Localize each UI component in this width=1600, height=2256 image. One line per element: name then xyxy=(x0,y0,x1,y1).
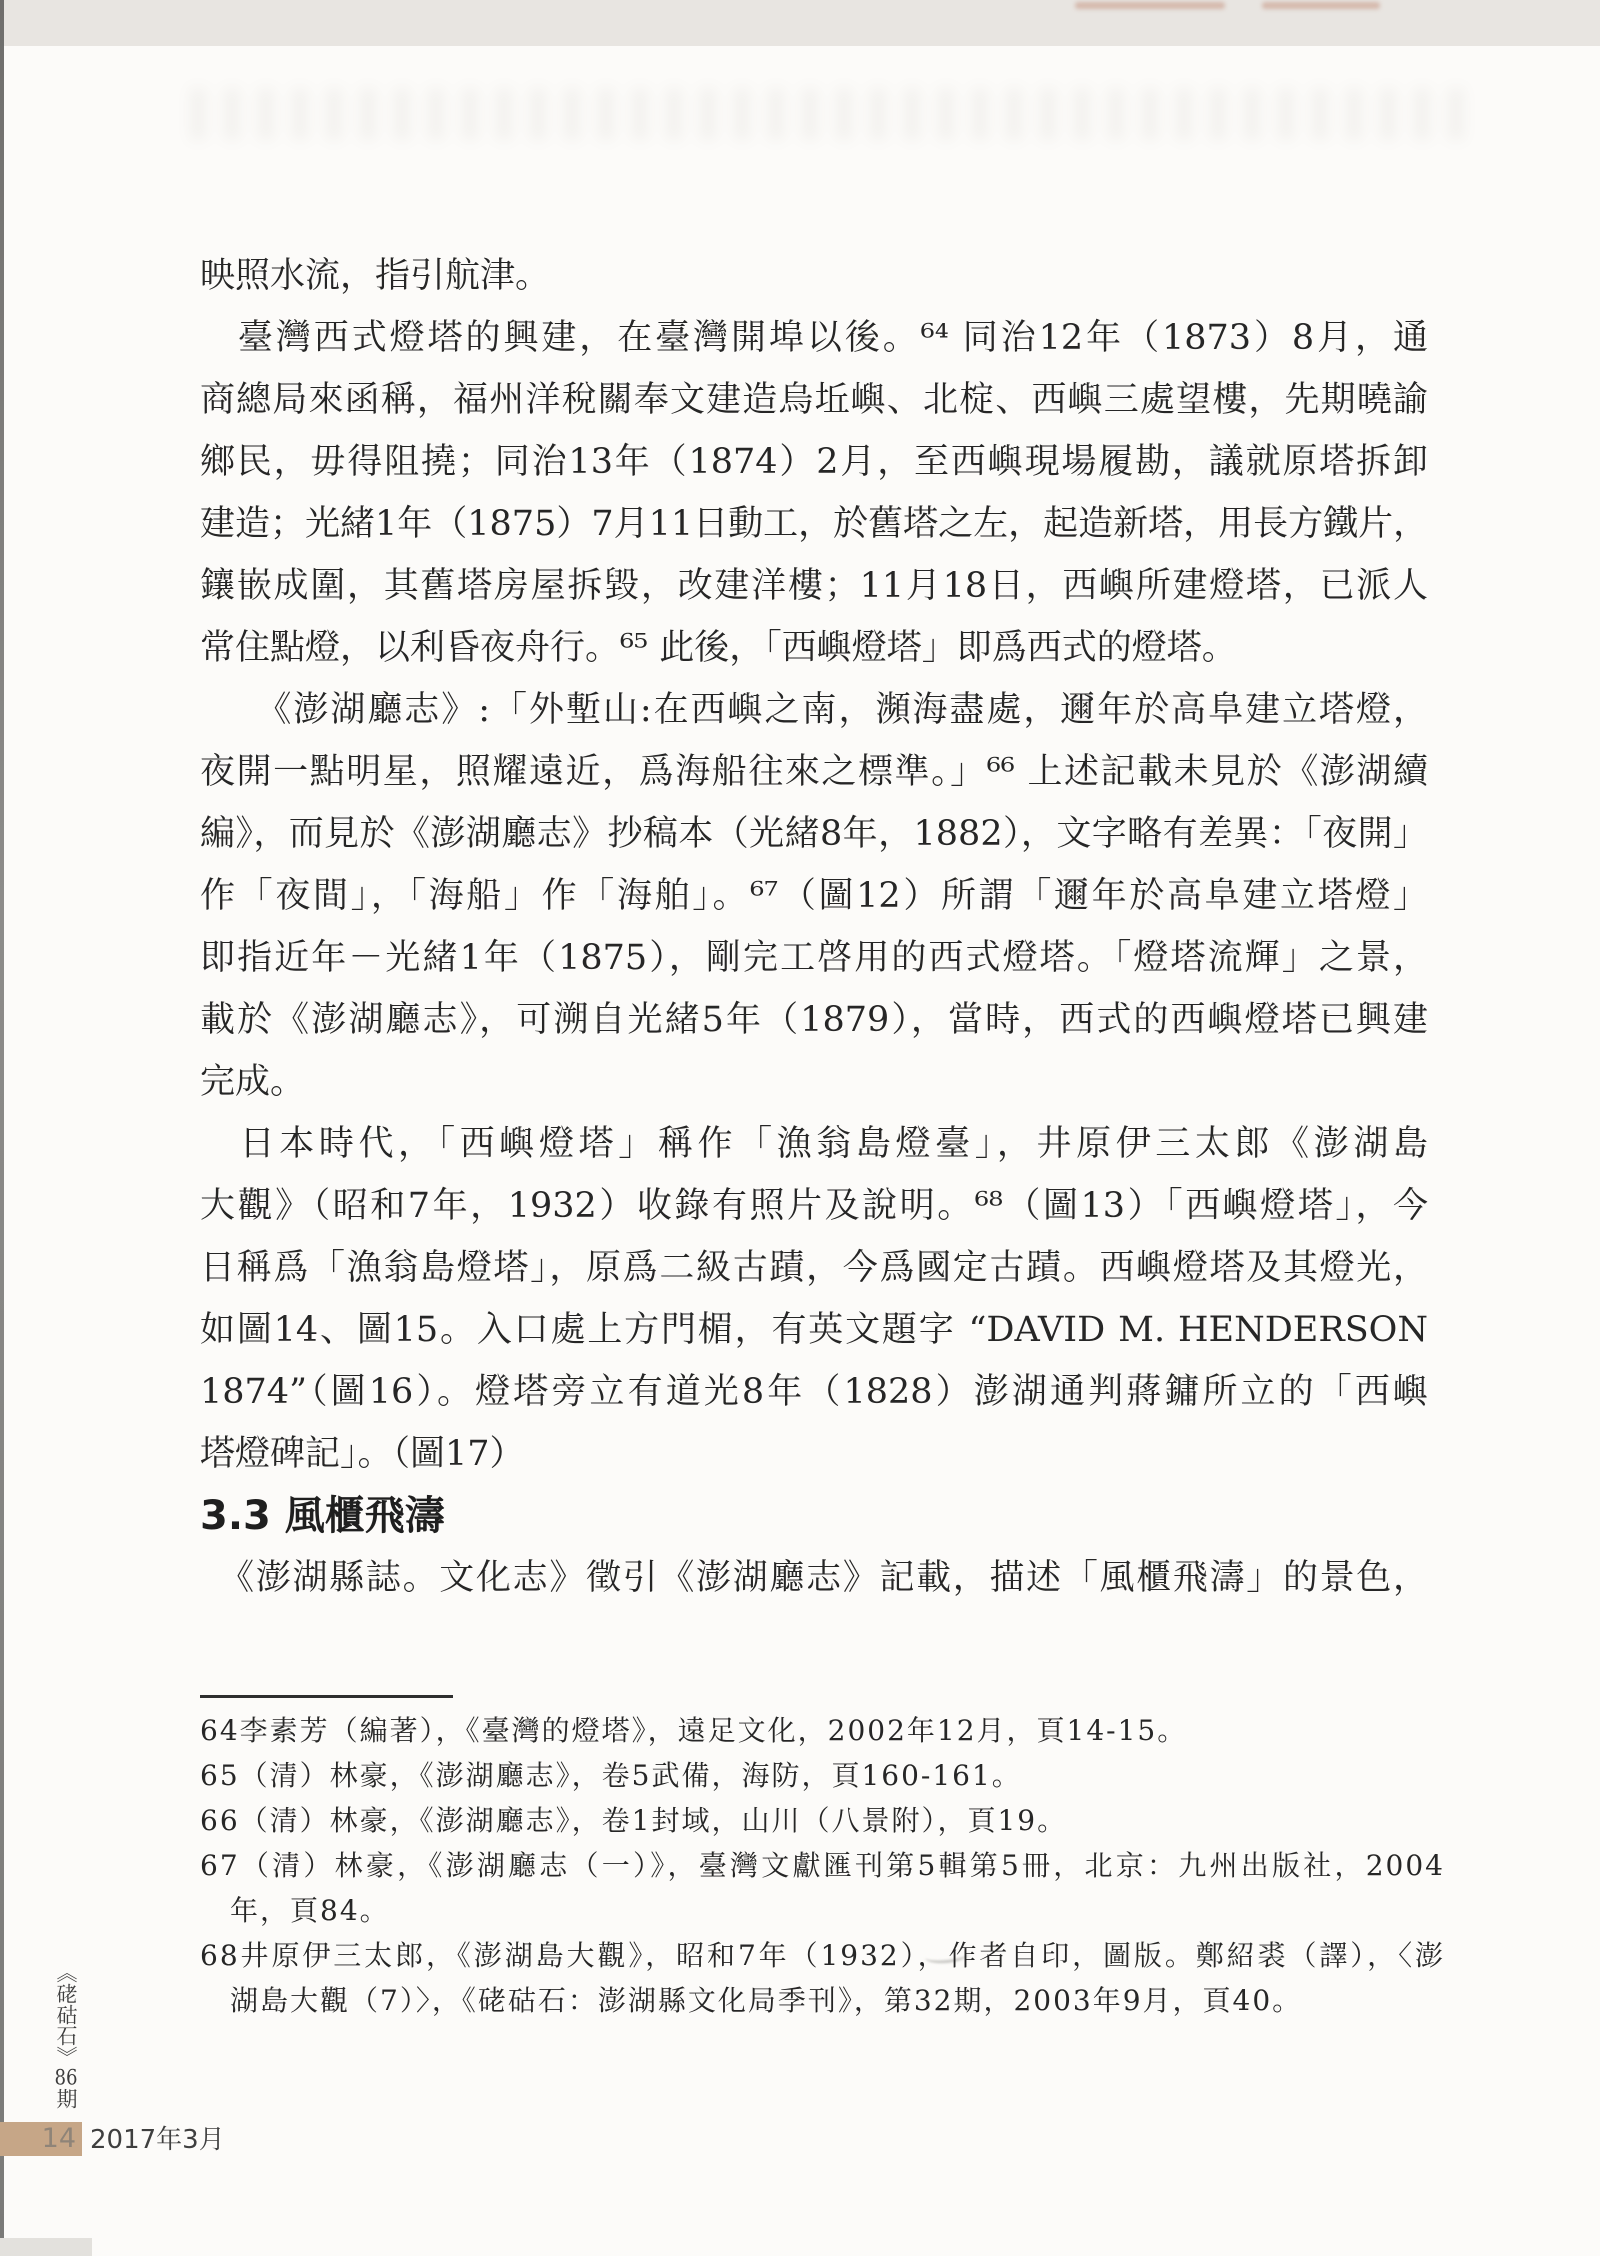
footnote-line: 湖島大觀（7）〉，《硓𥑮石：澎湖縣文化局季刊》，第32期，2003年9月，頁40。 xyxy=(200,1984,1303,2017)
body-line: 塔燈碑記」。（圖17） xyxy=(200,1434,525,1474)
body-line: 載於《澎湖廳志》，可溯自光緒5年（1879），當時，西式的西嶼燈塔已興建 xyxy=(200,1000,1428,1040)
body-line-quote: 夜開一點明星，照耀遠近，爲海船往來之標準。」⁶⁶ 上述記載未見於《澎湖續 xyxy=(200,752,1428,792)
body-line: 完成。 xyxy=(200,1062,306,1102)
body-line: 常住點燈，以利昏夜舟行。⁶⁵ 此後，「西嶼燈塔」即爲西式的燈塔。 xyxy=(200,628,1237,668)
scan-left-edge-line xyxy=(0,0,4,2256)
scan-artifact-mark xyxy=(1075,2,1225,9)
page-number-badge xyxy=(0,2122,82,2156)
ink-bleed-through xyxy=(190,88,1470,140)
body-line: 日本時代，「西嶼燈塔」稱作「漁翁島燈臺」，井原伊三太郎《澎湖島 xyxy=(200,1124,1428,1164)
footnote-line: 66（清）林豪，《澎湖廳志》，卷1封域，山川（八景附），頁19。 xyxy=(200,1804,1068,1837)
body-line-quote: 《澎湖廳志》:「外塹山:在西嶼之南，瀕海盡處，邇年於高阜建立塔燈， xyxy=(200,690,1428,730)
footnote-line: 68井原伊三太郎，《澎湖島大觀》，昭和7年（1932），作者自印，圖版。鄭紹裘（譯），〈澎 xyxy=(200,1939,1445,1972)
issue-date: 2017年3月 xyxy=(90,2125,225,2155)
issue-suffix: 期 xyxy=(54,2088,78,2109)
journal-name: 《硓𥑮石》 xyxy=(54,1962,78,2067)
body-line: 鑲嵌成圍，其舊塔房屋拆毀，改建洋樓；11月18日，西嶼所建燈塔，已派人 xyxy=(200,566,1428,606)
footnote-line: 67（清）林豪，《澎湖廳志（一）》，臺灣文獻匯刊第5輯第5冊，北京：九州出版社，2004 xyxy=(200,1849,1445,1882)
body-line: 1874”（圖16）。燈塔旁立有道光8年（1828）澎湖通判蔣鏞所立的「西嶼 xyxy=(200,1372,1428,1412)
section-heading: 3.3 風櫃飛濤 xyxy=(200,1493,445,1539)
body-line: 映照水流，指引航津。 xyxy=(200,256,551,296)
body-line: 建造；光緒1年（1875）7月11日動工，於舊塔之左，起造新塔，用長方鐵片， xyxy=(200,504,1429,544)
footnote-separator-rule xyxy=(200,1695,453,1698)
body-line: 《澎湖縣誌。文化志》徵引《澎湖廳志》記載，描述「風櫃飛濤」的景色， xyxy=(200,1558,1428,1598)
body-line: 即指近年－光緒1年（1875），剛完工啓用的西式燈塔。「燈塔流輝」之景， xyxy=(200,938,1428,978)
scan-bottom-corner-shadow xyxy=(0,2238,92,2256)
body-line: 作「夜間」，「海船」作「海舶」。⁶⁷（圖12）所謂「邇年於高阜建立塔燈」 xyxy=(200,876,1428,916)
body-line: 商總局來函稱，福州洋稅關奉文建造烏坵嶼、北椗、西嶼三處望樓，先期曉諭 xyxy=(200,380,1428,420)
body-line: 編》，而見於《澎湖廳志》抄稿本（光緒8年，1882），文字略有差異：「夜開」 xyxy=(200,814,1428,854)
scan-artifact-mark xyxy=(1262,2,1380,9)
body-line: 鄉民，毋得阻撓；同治13年（1874）2月，至西嶼現場履勘，議就原塔拆卸 xyxy=(200,442,1428,482)
page-number: 14 xyxy=(41,2123,76,2154)
journal-title-vertical xyxy=(48,1962,84,2114)
body-line: 日稱爲「漁翁島燈塔」，原爲二級古蹟，今爲國定古蹟。西嶼燈塔及其燈光， xyxy=(200,1248,1428,1288)
footnote-line: 年，頁84。 xyxy=(200,1894,390,1927)
footnotes-block xyxy=(200,1708,1445,2023)
footnote-line: 65（清）林豪，《澎湖廳志》，卷5武備，海防，頁160-161。 xyxy=(200,1759,1022,1792)
body-line: 如圖14、圖15。入口處上方門楣，有英文題字 “DAVID M. HENDERSON xyxy=(200,1310,1428,1350)
issue-number: 86 xyxy=(54,2067,78,2088)
body-line: 臺灣西式燈塔的興建，在臺灣開埠以後。⁶⁴ 同治12年（1873）8月，通 xyxy=(200,318,1428,358)
body-line: 大觀》（昭和7年，1932）收錄有照片及說明。⁶⁸（圖13）「西嶼燈塔」，今 xyxy=(200,1186,1428,1226)
main-text-block xyxy=(200,245,1428,1609)
footnote-line: 64李素芳（編著），《臺灣的燈塔》，遠足文化，2002年12月，頁14-15。 xyxy=(200,1714,1188,1747)
